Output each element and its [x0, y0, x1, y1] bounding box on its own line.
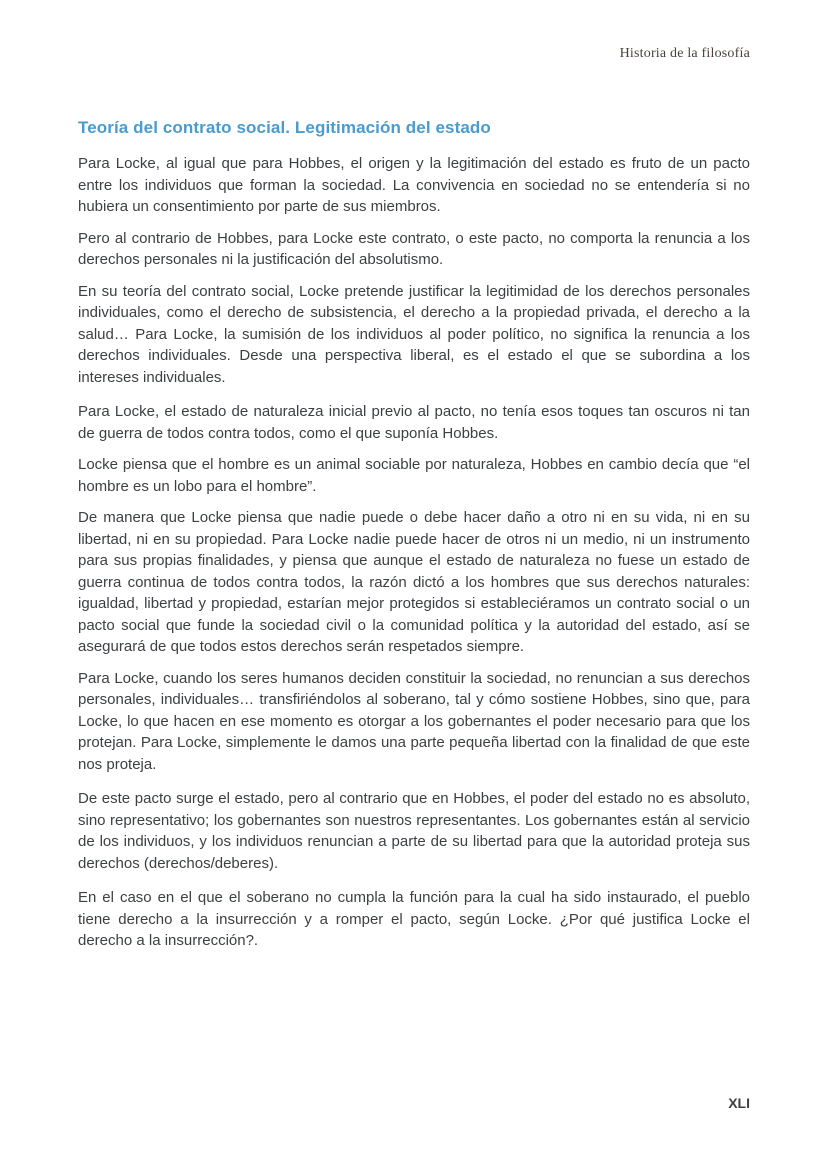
paragraph: De manera que Locke piensa que nadie puede o debe hacer daño a otro ni en su vida, ni en su libertad, ni en su propiedad. Para Locke nadie puede hacer de otros ni un medio, ni un instrumento para sus propias finalidades, y piensa que aunque el estado de naturaleza no fuese un estado de guerra continua de todos contra todos, la razón dictó a los hombres que sus derechos naturales: igualdad, libertad y propiedad, estarían mejor protegidos si estableciéramos un contrato social o un pacto social que funde la sociedad civil o la comunidad política y la autoridad del estado, así se asegurará de que todos estos derechos serán respetados siempre.: [78, 509, 750, 655]
paragraph: Para Locke, cuando los seres humanos deciden constituir la sociedad, no renuncian a sus derechos personales, individuales… transfiriéndolos al soberano, tal y cómo sostiene Hobbes, sino que, para Locke, lo que hacen en ese momento es otorgar a los gobernantes el poder necesario para que los protejan. Para Locke, simplemente le damos una parte pequeña libertad con la finalidad de que este nos proteja.: [78, 669, 750, 773]
paragraph: Pero al contrario de Hobbes, para Locke este contrato, o este pacto, no comporta la renuncia a los derechos personales ni la justificación del absolutismo.: [78, 229, 750, 268]
paragraph: En el caso en el que el soberano no cumpla la función para la cual ha sido instaurado, el pueblo tiene derecho a la insurrección y a romper el pacto, según Locke. ¿Por qué justifica Locke el derecho a la insurrección?.: [78, 889, 750, 949]
page-content: [78, 118, 750, 962]
paragraph: De este pacto surge el estado, pero al contrario que en Hobbes, el poder del estado no es absoluto, sino representativo; los gobernantes son nuestros representantes. Los gobernantes están al servicio de los individuos, y los individuos renuncian a parte de su libertad para que la autoridad proteja sus derechos (derechos/deberes).: [78, 790, 750, 872]
paragraph: Para Locke, al igual que para Hobbes, el origen y la legitimación del estado es fruto de un pacto entre los individuos que forman la sociedad. La convivencia en sociedad no se entendería si no hubiera un consentimiento por parte de sus miembros.: [78, 155, 750, 215]
page-number: XLI: [728, 1095, 750, 1111]
paragraph: En su teoría del contrato social, Locke pretende justificar la legitimidad de los derechos personales individuales, como el derecho de subsistencia, el derecho a la propiedad privada, el derecho a la salud… Para Locke, la sumisión de los individuos al poder político, no significa la renuncia a los derechos individuales. Desde una perspectiva liberal, es el estado el que se subordina a los intereses individuales.: [78, 282, 750, 386]
body-paragraphs: [78, 153, 750, 952]
section-heading: Teoría del contrato social. Legitimación del estado: [78, 118, 491, 137]
running-header: Historia de la filosofía: [619, 46, 750, 61]
paragraph: Para Locke, el estado de naturaleza inicial previo al pacto, no tenía esos toques tan oscuros ni tan de guerra de todos contra todos, como el que suponía Hobbes.: [78, 403, 750, 442]
paragraph: Locke piensa que el hombre es un animal sociable por naturaleza, Hobbes en cambio decía que “el hombre es un lobo para el hombre”.: [78, 456, 750, 495]
